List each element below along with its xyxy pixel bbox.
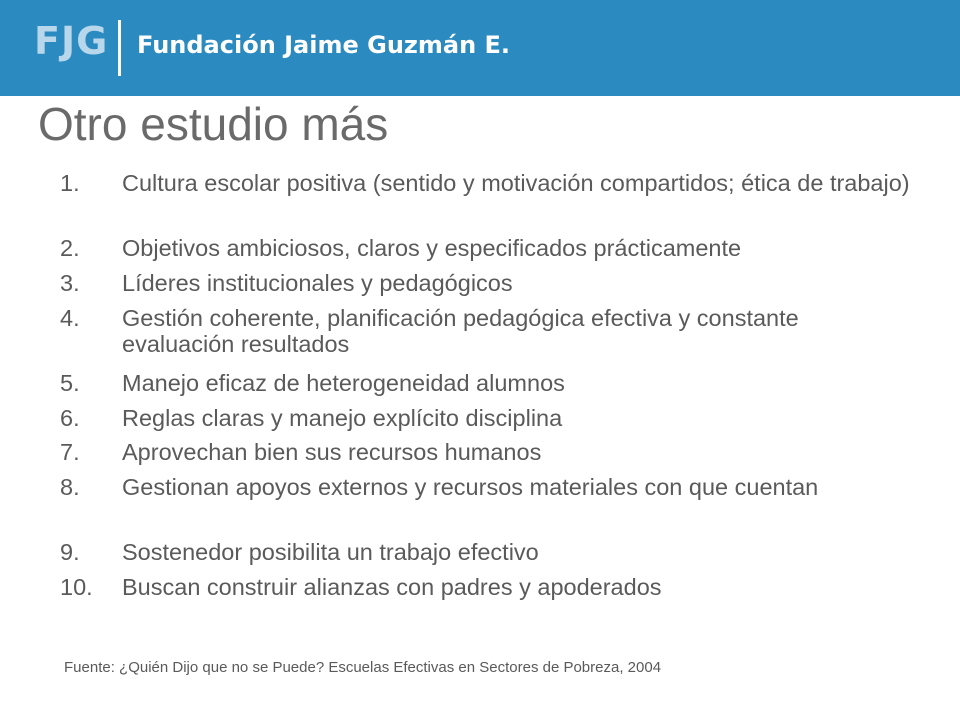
item-number: 10. (60, 574, 93, 600)
item-number: 5. (60, 370, 80, 396)
item-number: 6. (60, 405, 80, 431)
item-text: Cultura escolar positiva (sentido y motivación compartidos; ética de trabajo) (122, 170, 910, 196)
item-text: Gestionan apoyos externos y recursos materiales con que cuentan (122, 474, 819, 500)
slide-title: Otro estudio más (38, 98, 389, 150)
item-number: 2. (60, 235, 80, 261)
logo-divider (118, 20, 121, 76)
header-bar (0, 0, 960, 96)
item-text: Objetivos ambiciosos, claros y especificados prácticamente (122, 235, 742, 261)
organization-name: Fundación Jaime Guzmán E. (137, 31, 511, 59)
item-number: 9. (60, 539, 80, 565)
item-number: 3. (60, 270, 80, 296)
item-number: 1. (60, 170, 80, 196)
fjg-logo: FJG (34, 19, 109, 63)
item-text: Aprovechan bien sus recursos humanos (122, 439, 542, 465)
item-text: Gestión coherente, planificación pedagógica efectiva y constante evaluación resultados (122, 305, 799, 357)
item-text: Sostenedor posibilita un trabajo efectivo (122, 539, 539, 565)
item-text: Manejo eficaz de heterogeneidad alumnos (122, 370, 565, 396)
item-number: 8. (60, 474, 80, 500)
item-number: 7. (60, 439, 80, 465)
item-number: 4. (60, 305, 80, 331)
item-text: Buscan construir alianzas con padres y apoderados (122, 574, 662, 600)
item-text: Líderes institucionales y pedagógicos (122, 270, 513, 296)
item-text: Reglas claras y manejo explícito disciplina (122, 405, 563, 431)
source-citation: Fuente: ¿Quién Dijo que no se Puede? Escuelas Efectivas en Sectores de Pobreza, 2004 (64, 659, 662, 676)
